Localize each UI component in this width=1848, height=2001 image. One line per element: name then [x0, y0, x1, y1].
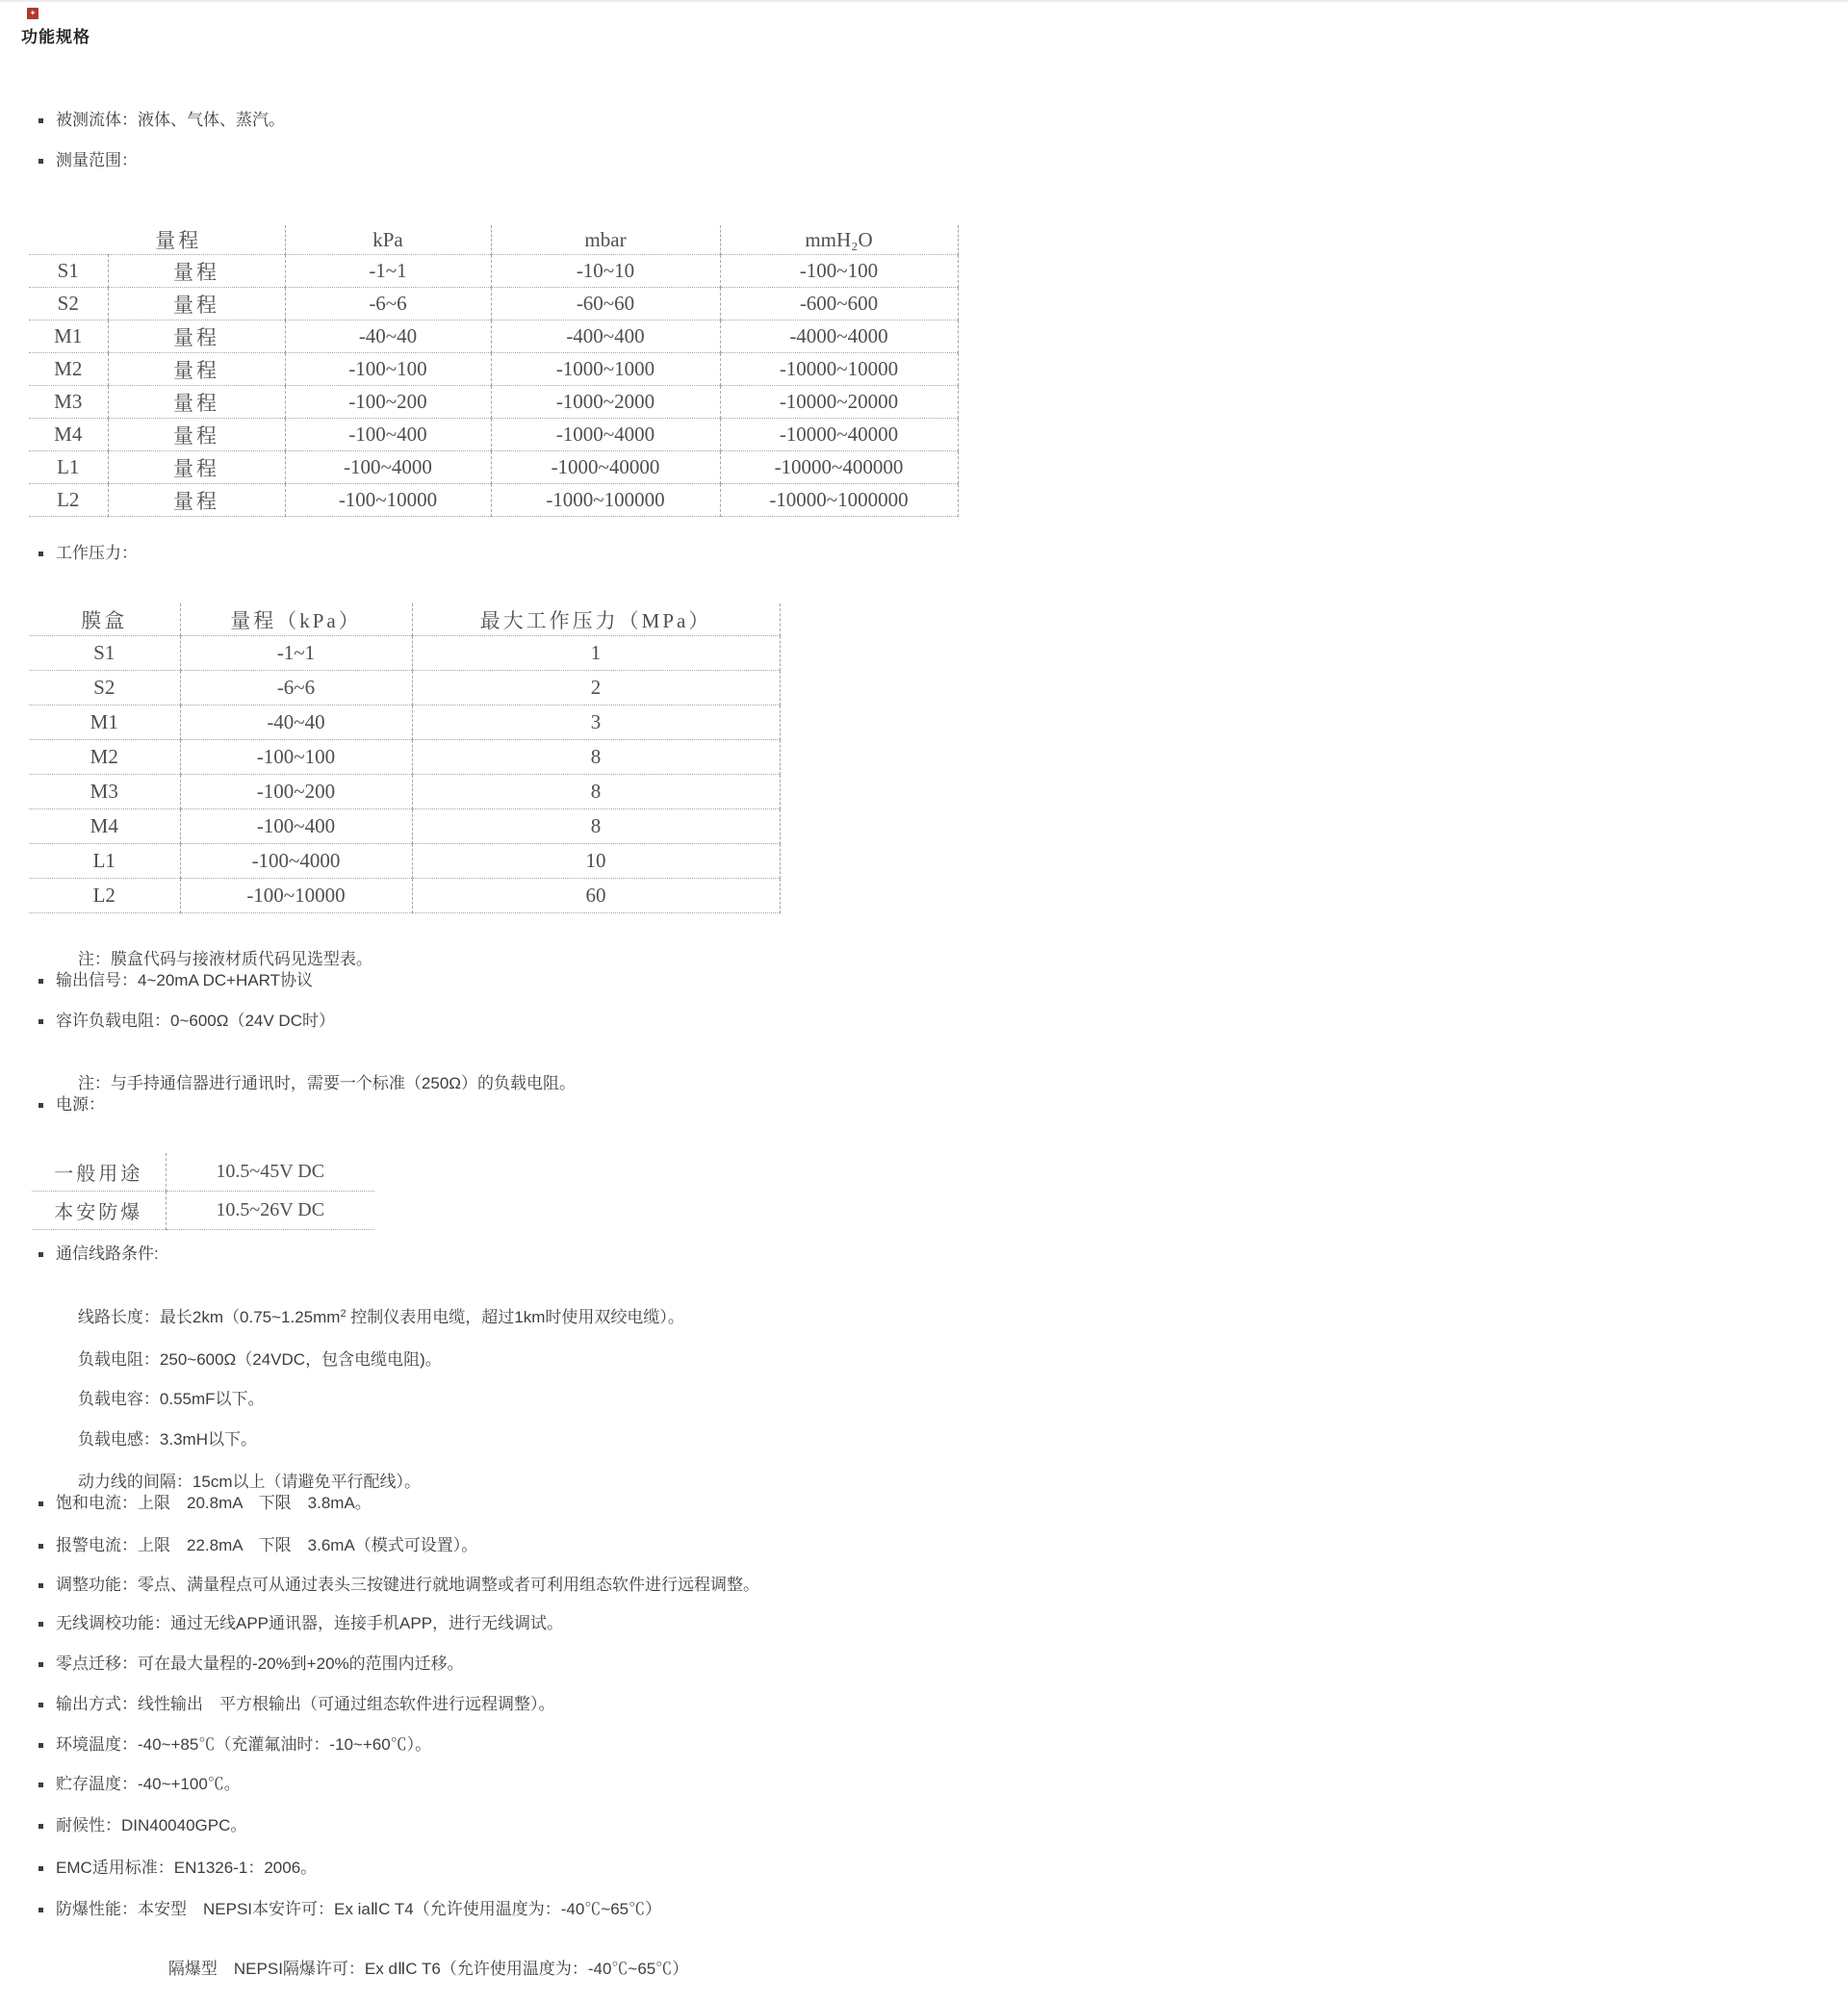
text: 动力线的间隔：15cm以上（请避免平行配线）。	[77, 1473, 421, 1491]
header-range-kpa: 量程（kPa）	[180, 603, 412, 636]
bullet-measure-range	[38, 150, 138, 171]
cell: 量程	[108, 451, 285, 484]
bullet-dot-icon	[38, 1544, 43, 1549]
bullet-dot-icon	[38, 1583, 43, 1588]
cell: 10.5~26V DC	[166, 1192, 374, 1230]
bullet-text: 电源：	[56, 1095, 105, 1114]
cell: M1	[29, 321, 108, 353]
cell: 量程	[108, 419, 285, 451]
bullet-text: 测量范围：	[56, 151, 138, 169]
cell: -4000~4000	[720, 321, 958, 353]
cell: -100~4000	[180, 844, 412, 879]
bullet-text: 输出信号：4~20mA DC+HART协议	[56, 971, 314, 989]
table-row	[32, 1153, 374, 1192]
cell: -1~1	[180, 636, 412, 671]
bullet-storage-temp	[38, 1774, 241, 1795]
cell: -1000~1000	[491, 353, 720, 386]
bullet-text: 通信线路条件:	[56, 1244, 159, 1263]
bullet-dot-icon	[38, 1743, 43, 1748]
cell: M2	[29, 740, 180, 775]
cell: S1	[29, 255, 108, 288]
cell: 8	[412, 809, 780, 844]
text: 负载电感：3.3mH以下。	[77, 1430, 257, 1449]
cell: M1	[29, 705, 180, 740]
bullet-dot-icon	[38, 1662, 43, 1667]
bullet-dot-icon	[38, 1103, 43, 1108]
text: 负载电容：0.55mF以下。	[77, 1390, 265, 1408]
cell: L2	[29, 484, 108, 517]
cell: L1	[29, 451, 108, 484]
explosion-proof-line2	[150, 1937, 688, 2001]
table-row	[29, 671, 780, 705]
table-header-row	[29, 225, 958, 255]
bullet-dot-icon	[38, 552, 43, 556]
bullet-text: 饱和电流：上限 20.8mA 下限 3.8mA。	[56, 1494, 372, 1512]
header-mmh2o: mmH₂O	[720, 225, 958, 255]
table-row	[29, 288, 958, 321]
table-row	[32, 1192, 374, 1230]
cell: -1000~4000	[491, 419, 720, 451]
table-row	[29, 255, 958, 288]
cell: -100~200	[180, 775, 412, 809]
bullet-output-signal	[38, 970, 313, 991]
cell: 10.5~45V DC	[166, 1153, 374, 1192]
note-handheld-communicator	[60, 1052, 576, 1116]
bullet-text: 环境温度：-40~+85℃（充灌氟油时：-10~+60℃）。	[56, 1735, 432, 1754]
table-row	[29, 740, 780, 775]
cell: 1	[412, 636, 780, 671]
table-row	[29, 775, 780, 809]
bullet-zero-shift	[38, 1654, 464, 1675]
bullet-dot-icon	[38, 979, 43, 984]
red-badge-icon: ✦	[27, 8, 38, 19]
bullet-dot-icon	[38, 1622, 43, 1627]
bullet-text: 容许负载电阻：0~600Ω（24V DC时）	[56, 1012, 335, 1030]
table-row	[29, 636, 780, 671]
working-pressure-table	[29, 603, 781, 913]
cell: 量程	[108, 255, 285, 288]
text-part: 线路长度：最长2km（0.75~1.25mm	[77, 1308, 341, 1326]
cell: L1	[29, 844, 180, 879]
bullet-wireless-calibration	[38, 1613, 563, 1634]
bullet-power-supply	[38, 1094, 105, 1116]
bullet-dot-icon	[38, 1824, 43, 1829]
table-row	[29, 386, 958, 419]
cell: M2	[29, 353, 108, 386]
bullet-text: 无线调校功能：通过无线APP通讯器，连接手机APP，进行无线调试。	[56, 1614, 564, 1632]
cell: 量程	[108, 321, 285, 353]
bullet-text: 零点迁移：可在最大量程的-20%到+20%的范围内迁移。	[56, 1655, 464, 1673]
bullet-dot-icon	[38, 1019, 43, 1024]
bullet-measured-fluid	[38, 110, 285, 131]
cell: -6~6	[285, 288, 491, 321]
cell: S1	[29, 636, 180, 671]
cell: -10~10	[491, 255, 720, 288]
table-row	[29, 419, 958, 451]
superscript: 2	[340, 1308, 346, 1320]
bullet-text: 防爆性能：本安型 NEPSI本安许可：Ex iaⅡC T4（允许使用温度为：-40℃~65℃）	[56, 1900, 662, 1918]
cell: 一般用途	[32, 1153, 166, 1192]
cell: M3	[29, 386, 108, 419]
bullet-text: 被测流体：液体、气体、蒸汽。	[56, 111, 285, 129]
bullet-dot-icon	[38, 1908, 43, 1912]
cell: -10000~10000	[720, 353, 958, 386]
cell: 60	[412, 879, 780, 913]
text: 负载电阻：250~600Ω（24VDC，包含电缆电阻)。	[77, 1350, 442, 1369]
bullet-explosion-proof	[38, 1899, 661, 1920]
bullet-text: 输出方式：线性输出 平方根输出（可通过组态软件进行远程调整）。	[56, 1695, 555, 1713]
cell: -100~10000	[180, 879, 412, 913]
bullet-output-mode	[38, 1694, 555, 1715]
cell: -100~400	[180, 809, 412, 844]
cell: -10000~40000	[720, 419, 958, 451]
cell: 本安防爆	[32, 1192, 166, 1230]
bullet-text: 工作压力：	[56, 544, 138, 562]
bullet-emc-standard	[38, 1858, 317, 1879]
cell: -40~40	[285, 321, 491, 353]
cell: 2	[412, 671, 780, 705]
cell: 10	[412, 844, 780, 879]
bullet-text: 贮存温度：-40~+100℃。	[56, 1775, 241, 1793]
bullet-dot-icon	[38, 1783, 43, 1787]
bullet-dot-icon	[38, 159, 43, 164]
bullet-text: EMC适用标准：EN1326-1：2006。	[56, 1859, 318, 1877]
bullet-alarm-current	[38, 1535, 477, 1556]
cell: M4	[29, 809, 180, 844]
bullet-text: 耐候性：DIN40040GPC。	[56, 1816, 247, 1834]
bullet-weather-resistance	[38, 1815, 246, 1836]
cell: M4	[29, 419, 108, 451]
text: 隔爆型 NEPSI隔爆许可：Ex dⅡC T6（允许使用温度为：-40℃~65℃）	[167, 1960, 689, 1978]
bullet-comm-conditions	[38, 1244, 159, 1265]
table-row	[29, 484, 958, 517]
bullet-ambient-temp	[38, 1734, 431, 1756]
cell: -100~100	[285, 353, 491, 386]
power-supply-table	[32, 1153, 374, 1230]
text-part: 控制仪表用电缆，超过1km时使用双绞电缆）。	[346, 1308, 684, 1326]
cell: 3	[412, 705, 780, 740]
cell: -10000~20000	[720, 386, 958, 419]
table-row	[29, 321, 958, 353]
table-row	[29, 451, 958, 484]
cell: -100~200	[285, 386, 491, 419]
cell: -100~4000	[285, 451, 491, 484]
table-header-row	[29, 603, 780, 636]
cell: 8	[412, 740, 780, 775]
cell: 量程	[108, 288, 285, 321]
cell: 量程	[108, 484, 285, 517]
table-row	[29, 705, 780, 740]
table-row	[29, 353, 958, 386]
bullet-text: 报警电流：上限 22.8mA 下限 3.6mA（模式可设置）。	[56, 1536, 478, 1554]
table-row	[29, 879, 780, 913]
cell: -10000~1000000	[720, 484, 958, 517]
cell: -1000~100000	[491, 484, 720, 517]
cell: -100~100	[180, 740, 412, 775]
bullet-adjust-function	[38, 1575, 759, 1596]
table-row	[29, 809, 780, 844]
page-title: 功能规格	[21, 28, 90, 46]
cell: -1000~40000	[491, 451, 720, 484]
cell: -100~10000	[285, 484, 491, 517]
note-text: 注：与手持通信器进行通讯时，需要一个标准（250Ω）的负载电阻。	[77, 1074, 576, 1092]
cell: S2	[29, 671, 180, 705]
bullet-saturation-current	[38, 1493, 372, 1514]
cell: -60~60	[491, 288, 720, 321]
cell: -100~100	[720, 255, 958, 288]
bullet-working-pressure	[38, 543, 138, 564]
cell: -600~600	[720, 288, 958, 321]
cell: -1~1	[285, 255, 491, 288]
table-row	[29, 844, 780, 879]
header-capsule: 膜盒	[29, 603, 180, 636]
header-kpa: kPa	[285, 225, 491, 255]
bullet-dot-icon	[38, 1703, 43, 1707]
bullet-dot-icon	[38, 1501, 43, 1506]
cell: -6~6	[180, 671, 412, 705]
header-max-pressure: 最大工作压力（MPa）	[412, 603, 780, 636]
cell: -10000~400000	[720, 451, 958, 484]
note-text: 注：膜盒代码与接液材质代码见选型表。	[77, 950, 372, 968]
bullet-text: 调整功能：零点、满量程点可从通过表头三按键进行就地调整或者可利用组态软件进行远程调整。	[56, 1576, 759, 1594]
header-mbar: mbar	[491, 225, 720, 255]
bullet-dot-icon	[38, 1252, 43, 1257]
cell: S2	[29, 288, 108, 321]
bullet-dot-icon	[38, 118, 43, 123]
measurement-range-table	[29, 225, 959, 517]
bullet-dot-icon	[38, 1866, 43, 1871]
cell: L2	[29, 879, 180, 913]
cell: -400~400	[491, 321, 720, 353]
cell: -100~400	[285, 419, 491, 451]
cell: -1000~2000	[491, 386, 720, 419]
cell: 8	[412, 775, 780, 809]
bullet-load-resistance	[38, 1011, 335, 1032]
cell: -40~40	[180, 705, 412, 740]
cell: M3	[29, 775, 180, 809]
cell: 量程	[108, 386, 285, 419]
header-range: 量程	[29, 225, 285, 255]
cell: 量程	[108, 353, 285, 386]
